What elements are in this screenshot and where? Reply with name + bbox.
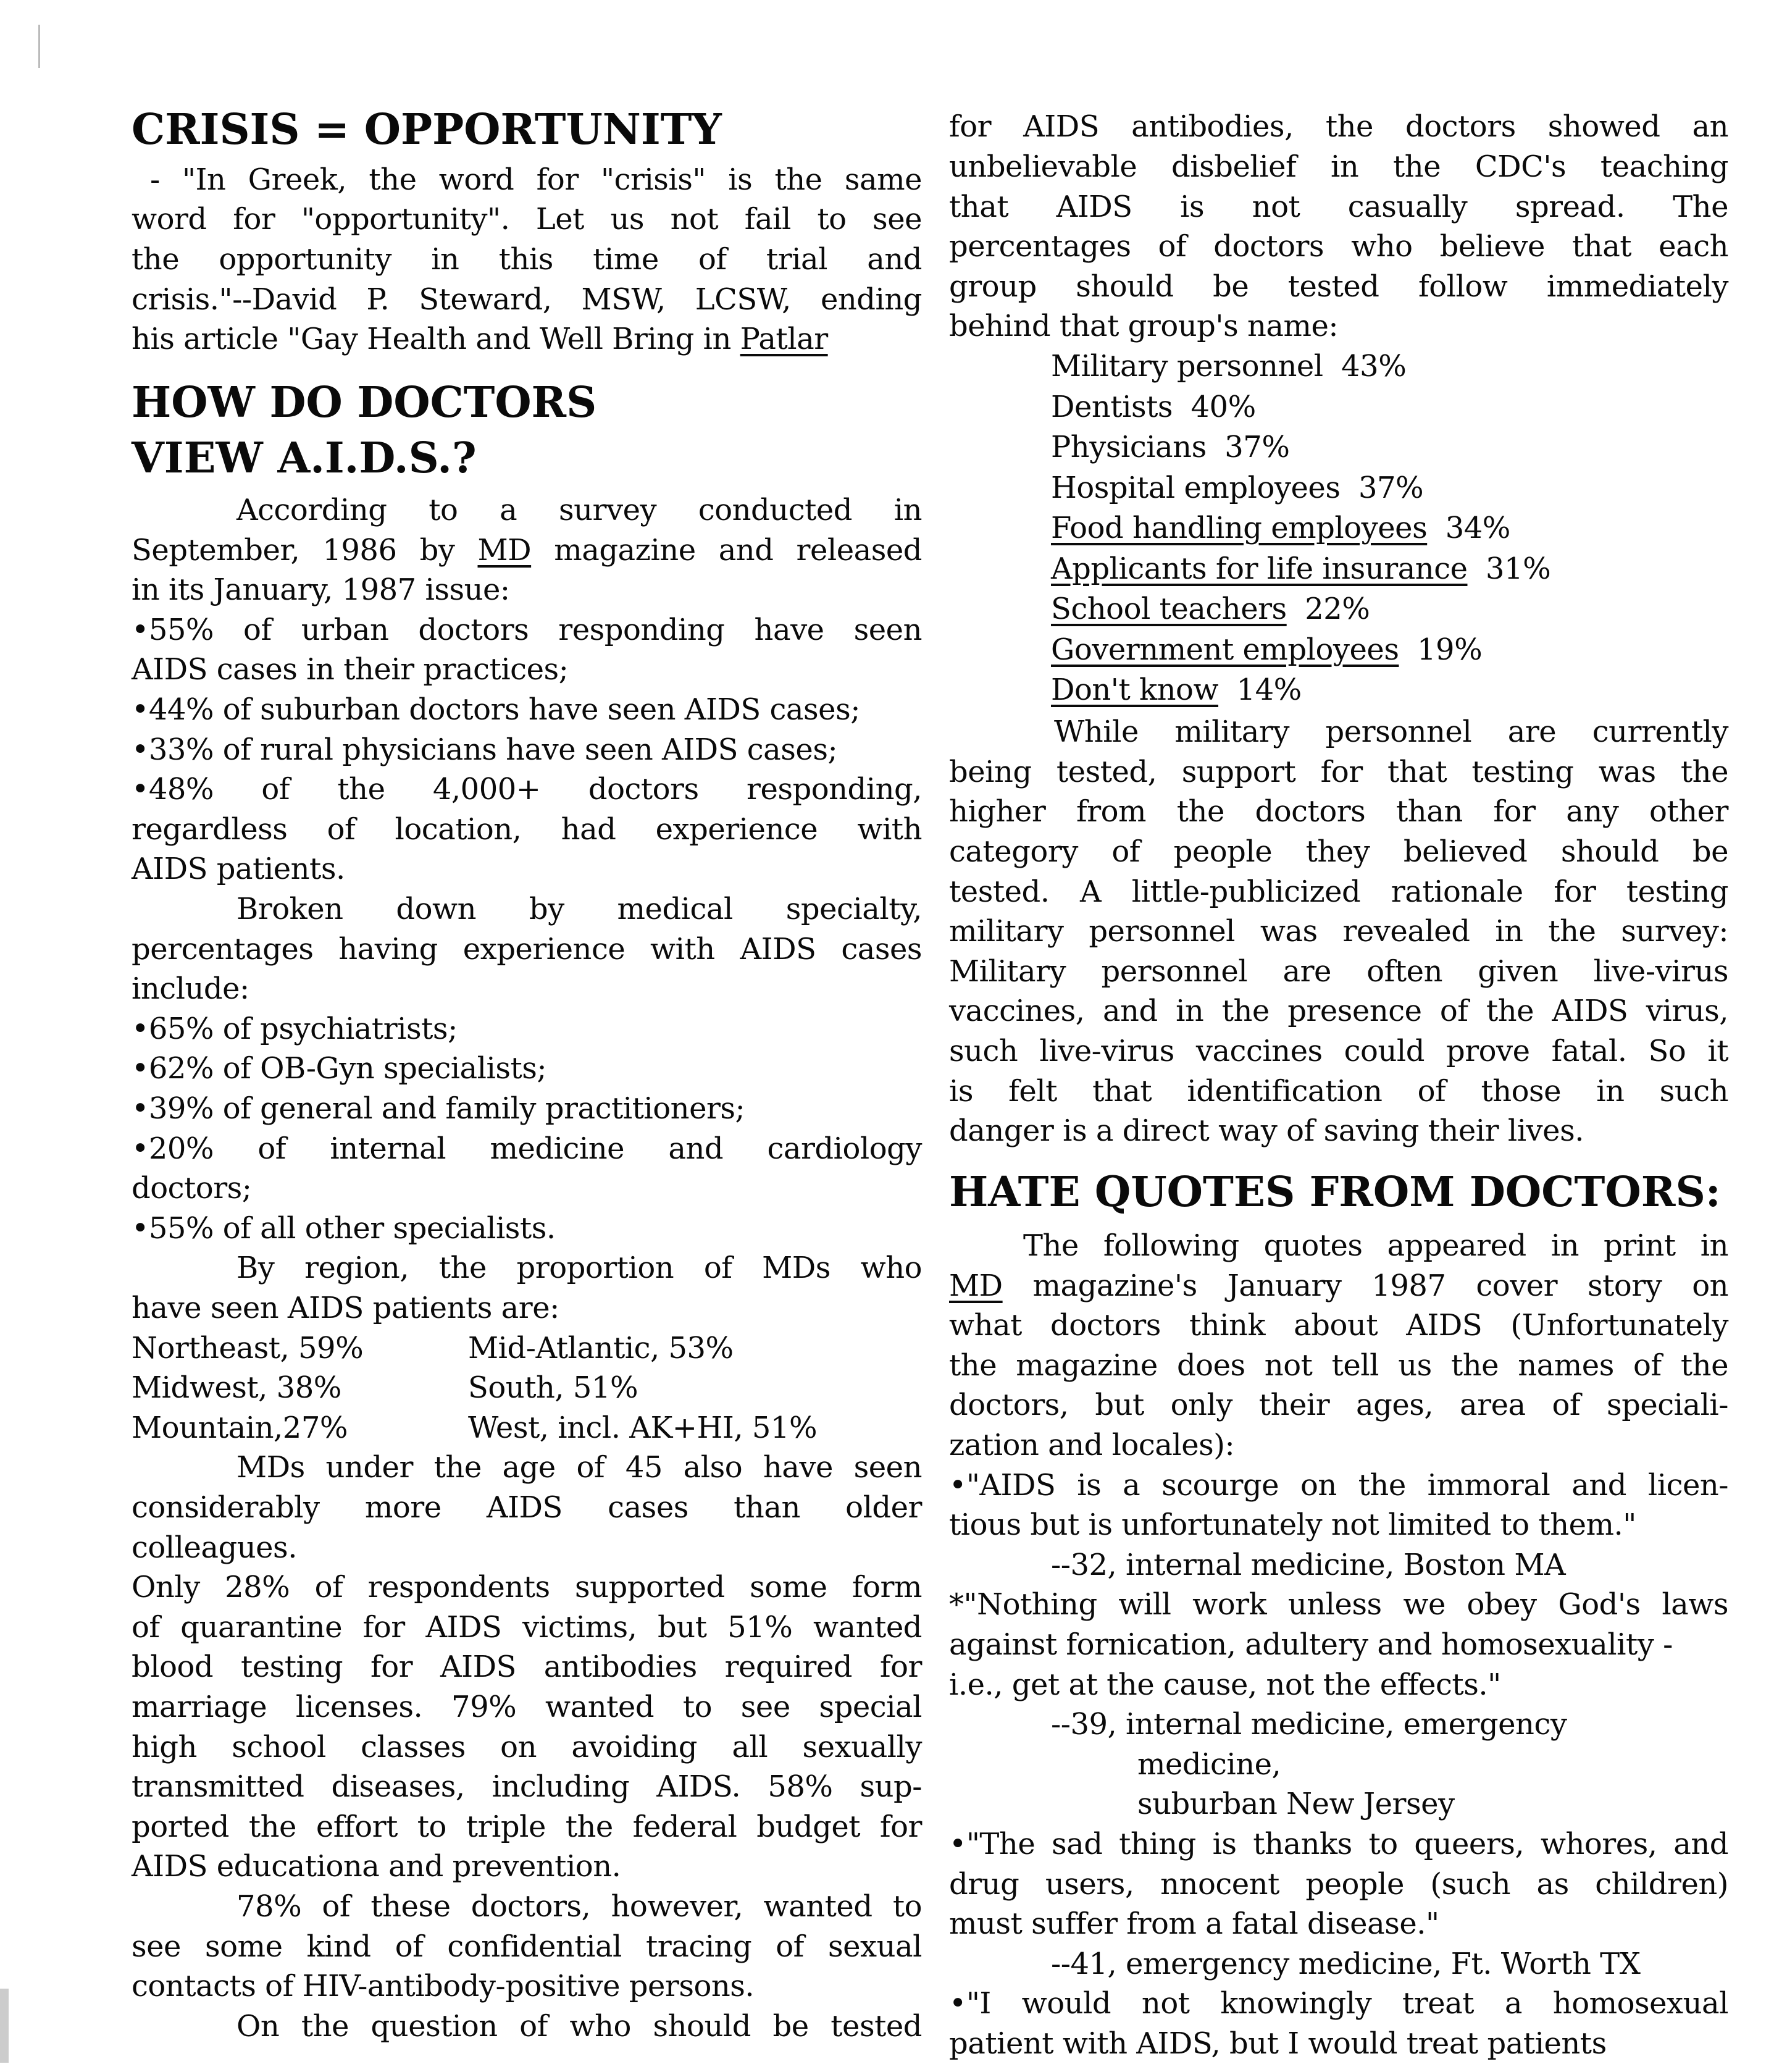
scan-artifact (38, 25, 40, 68)
body-line: transmitted diseases, including AIDS. 58% sup- (132, 1769, 922, 1804)
stat-line: regardless of location, had experience with (132, 812, 922, 847)
test-group-name: Applicants for life insurance (1051, 551, 1468, 586)
quote-line: •"The sad thing is thanks to queers, whores, and (949, 1827, 1728, 1861)
spacer (1287, 592, 1305, 626)
test-group-name: Military personnel (1051, 349, 1323, 384)
specialty-line: •20% of internal medicine and cardiology (132, 1131, 922, 1166)
survey-line: According to a survey conducted in (236, 493, 922, 527)
test-group-item (949, 468, 1728, 508)
test-group-item (949, 669, 1728, 710)
region-cell: South, 51% (468, 1370, 638, 1405)
spacer (1399, 632, 1417, 667)
test-group-name: Physicians (1051, 430, 1207, 464)
crisis-line-last (132, 319, 922, 359)
body-line: is felt that identification of those in such (949, 1074, 1728, 1109)
body-line: blood testing for AIDS antibodies required for (132, 1650, 922, 1684)
survey-text: magazine and released (531, 533, 922, 568)
test-group-percent: 14% (1236, 673, 1302, 707)
region-row (132, 1407, 922, 1448)
hate-intro: The following quotes appeared in print in (1023, 1228, 1728, 1263)
quote-line: *"Nothing will work unless we obey God's laws (949, 1587, 1728, 1622)
body-line: percentages of doctors who believe that each (949, 229, 1728, 264)
body-line: vaccines, and in the presence of the AIDS virus, (949, 994, 1728, 1028)
stat-line: •55% of urban doctors responding have seen (132, 613, 922, 647)
stat-line: •44% of suburban doctors have seen AIDS cases; (132, 692, 860, 727)
patlar-underlined: Patlar (740, 322, 828, 356)
test-group-percent: 37% (1224, 430, 1290, 464)
body-line: doctors, but only their ages, area of speciali- (949, 1388, 1728, 1422)
body-line: zation and locales): (949, 1428, 1235, 1462)
region-cell: Midwest, 38% (132, 1370, 341, 1405)
region-intro: have seen AIDS patients are: (132, 1291, 559, 1325)
quote-line: i.e., get at the cause, not the effects." (949, 1667, 1501, 1702)
body-line: for AIDS antibodies, the doctors showed an (949, 109, 1728, 144)
spacer (1468, 552, 1486, 586)
body-line: AIDS educationa and prevention. (132, 1849, 621, 1884)
question-intro: On the question of who should be tested (236, 2009, 922, 2044)
test-group-item (949, 346, 1728, 387)
test-group-name: Government employees (1051, 632, 1399, 667)
survey-line: in its January, 1987 issue: (132, 573, 510, 607)
region-row (132, 1367, 922, 1408)
stat-line: AIDS cases in their practices; (132, 652, 569, 687)
body-line: tested. A little-publicized rationale for testing (949, 875, 1728, 909)
age-intro: MDs under the age of 45 also have seen (236, 1450, 922, 1485)
region-cell: Mountain,27% (132, 1411, 348, 1445)
test-group-item (949, 427, 1728, 468)
hate-intro-line (949, 1265, 1728, 1306)
test-group-item (949, 589, 1728, 629)
quote-line: tious but is unfortunately not limited to them." (949, 1508, 1636, 1542)
body-line: contacts of HIV-antibody-positive persons. (132, 1969, 755, 2003)
test-group-name: Dentists (1051, 389, 1173, 424)
region-cell: Mid-Atlantic, 53% (468, 1331, 734, 1365)
spacer (1207, 430, 1225, 464)
body-line: see some kind of confidential tracing of sexual (132, 1929, 922, 1964)
aids-heading-1: HOW DO DOCTORS (132, 378, 597, 427)
quote-line: •"I would not knowingly treat a homosexual (949, 1986, 1728, 2021)
aids-heading-2: VIEW A.I.D.S.? (132, 434, 477, 483)
quote-attribution: suburban New Jersey (1137, 1787, 1455, 1821)
test-group-name: School teachers (1051, 592, 1287, 626)
test-group-percent: 19% (1416, 632, 1483, 667)
stat-line: •48% of the 4,000+ doctors responding, (132, 772, 922, 807)
tracing-intro: 78% of these doctors, however, wanted to (236, 1889, 922, 1924)
specialty-line: •55% of all other specialists. (132, 1211, 556, 1246)
body-line: higher from the doctors than for any other (949, 794, 1728, 829)
quote-line: patient with AIDS, but I would treat patients (949, 2026, 1607, 2061)
region-intro: By region, the proportion of MDs who (236, 1251, 922, 1285)
test-group-item (949, 387, 1728, 427)
test-group-name: Hospital employees (1051, 470, 1341, 505)
test-group-name: Don't know (1051, 673, 1219, 707)
quote-line: against fornication, adultery and homosexuality - (949, 1627, 1673, 1662)
body-line: ported the effort to triple the federal budget for (132, 1810, 922, 1844)
hate-intro-text: magazine's January 1987 cover story on (1002, 1269, 1728, 1303)
body-line: of quarantine for AIDS victims, but 51% wanted (132, 1610, 922, 1645)
crisis-line: word for "opportunity". Let us not fail to see (132, 202, 922, 237)
body-line: such live-virus vaccines could prove fatal. So it (949, 1034, 1728, 1068)
quote-attribution: --39, internal medicine, emergency (1051, 1707, 1567, 1742)
test-group-item (949, 629, 1728, 670)
body-line: that AIDS is not casually spread. The (949, 190, 1728, 224)
specialty-line: include: (132, 971, 249, 1006)
hate-quotes-heading: HATE QUOTES FROM DOCTORS: (949, 1167, 1721, 1216)
body-line: danger is a direct way of saving their lives. (949, 1114, 1584, 1148)
md-underlined: MD (949, 1269, 1003, 1303)
test-group-percent: 31% (1486, 551, 1551, 586)
test-group-percent: 43% (1341, 349, 1407, 384)
quote-attribution: --32, internal medicine, Boston MA (1051, 1548, 1566, 1582)
crisis-line: crisis."--David P. Steward, MSW, LCSW, ending (132, 282, 922, 317)
region-row (132, 1328, 922, 1369)
test-group-percent: 40% (1190, 389, 1256, 424)
body-line: the magazine does not tell us the names of the (949, 1348, 1728, 1383)
test-group-percent: 37% (1358, 470, 1424, 505)
stat-line: AIDS patients. (132, 852, 345, 886)
crisis-line: - "In Greek, the word for "crisis" is the same (150, 162, 922, 197)
body-line: behind that group's name: (949, 309, 1339, 343)
quote-attribution: --41, emergency medicine, Ft. Worth TX (1051, 1947, 1641, 1981)
quote-line: must suffer from a fatal disease." (949, 1906, 1439, 1941)
region-cell: West, incl. AK+HI, 51% (468, 1411, 818, 1445)
specialty-line: •62% of OB-Gyn specialists; (132, 1051, 547, 1086)
body-line: what doctors think about AIDS (Unfortunately (949, 1308, 1728, 1343)
quote-line: •"AIDS is a scourge on the immoral and licen- (949, 1468, 1728, 1503)
spacer (1218, 673, 1237, 707)
body-line: marriage licenses. 79% wanted to see special (132, 1690, 922, 1724)
body-line: being tested, support for that testing was the (949, 755, 1728, 789)
specialty-line: •65% of psychiatrists; (132, 1012, 458, 1046)
body-line: group should be tested follow immediately (949, 269, 1728, 304)
military-intro: While military personnel are currently (1054, 715, 1728, 749)
specialty-line: •39% of general and family practitioners; (132, 1091, 745, 1126)
stat-line: •33% of rural physicians have seen AIDS cases; (132, 732, 838, 767)
spacer (1323, 349, 1342, 384)
survey-text: September, 1986 by (132, 533, 478, 568)
quote-attribution: medicine, (1137, 1747, 1281, 1782)
md-underlined: MD (477, 533, 532, 568)
scan-artifact (0, 1989, 9, 2063)
specialty-line: percentages having experience with AIDS cases (132, 932, 922, 967)
specialty-intro: Broken down by medical specialty, (236, 892, 922, 926)
body-line: category of people they believed should be (949, 834, 1728, 869)
body-line: Military personnel are often given live-virus (949, 954, 1728, 989)
region-cell: Northeast, 59% (132, 1331, 364, 1365)
body-line: considerably more AIDS cases than older (132, 1490, 922, 1525)
crisis-line-text: his article "Gay Health and Well Bring in (132, 322, 740, 356)
spacer (1340, 471, 1358, 505)
survey-line (132, 530, 922, 571)
body-line: high school classes on avoiding all sexually (132, 1730, 922, 1764)
body-line: military personnel was revealed in the survey: (949, 914, 1728, 949)
crisis-heading: CRISIS = OPPORTUNITY (132, 105, 722, 154)
specialty-line: doctors; (132, 1171, 252, 1206)
body-line: Only 28% of respondents supported some form (132, 1570, 922, 1604)
spacer (1173, 390, 1191, 424)
test-group-percent: 22% (1305, 592, 1370, 626)
quote-line: drug users, nnocent people (such as children) (949, 1867, 1728, 1902)
test-group-percent: 34% (1445, 511, 1510, 545)
test-group-item (949, 508, 1728, 548)
body-line: colleagues. (132, 1530, 297, 1565)
crisis-line: the opportunity in this time of trial and (132, 242, 922, 277)
test-group-name: Food handling employees (1051, 511, 1428, 545)
test-group-item (949, 548, 1728, 589)
body-line: unbelievable disbelief in the CDC's teaching (949, 149, 1728, 184)
spacer (1427, 511, 1446, 545)
